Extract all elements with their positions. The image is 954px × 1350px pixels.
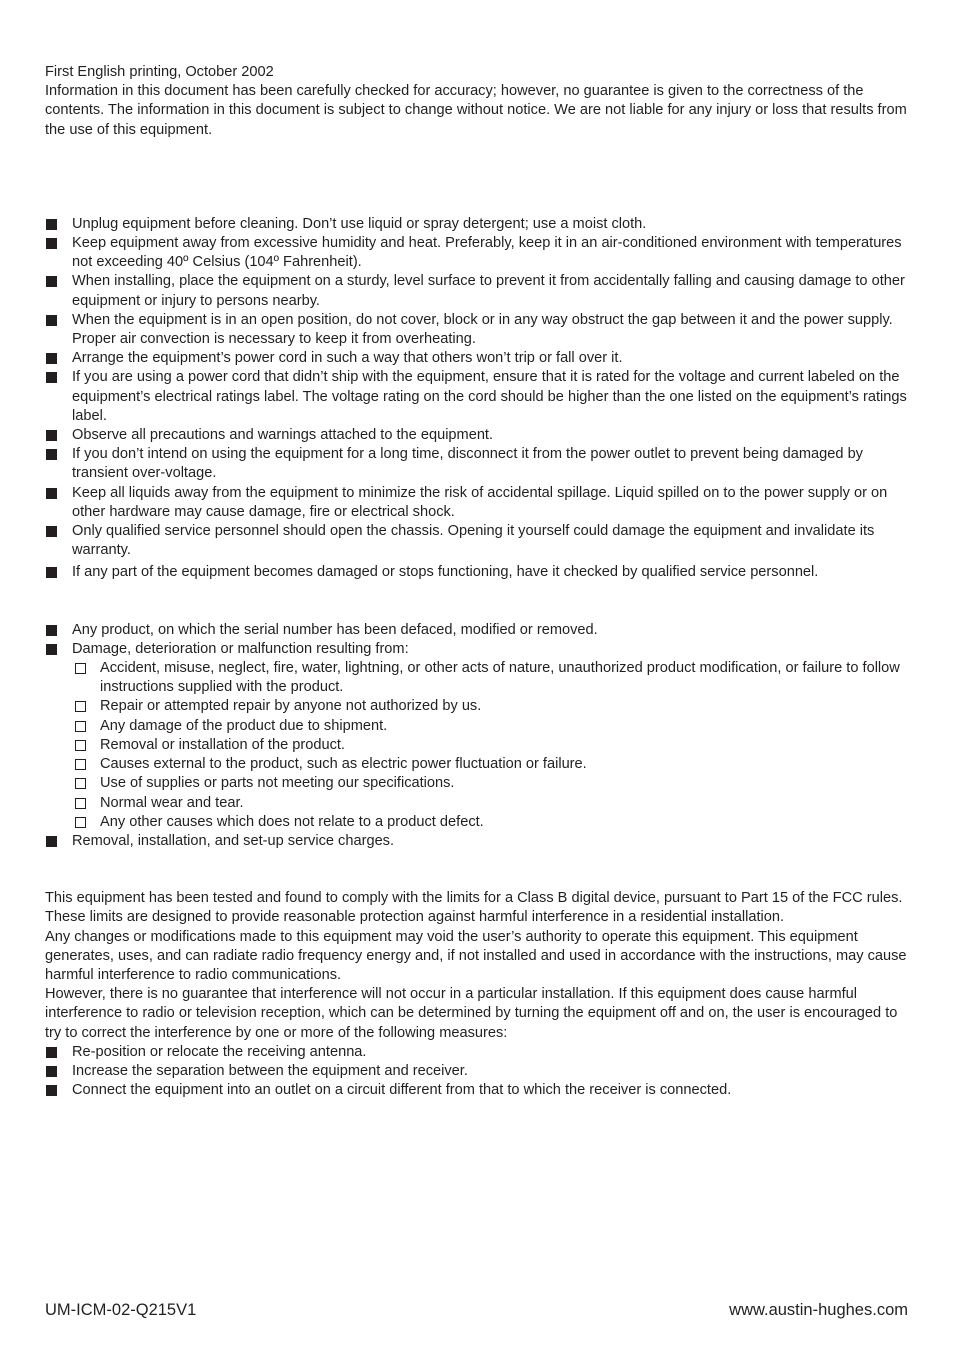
safety-item: If any part of the equipment becomes damaged or stops functioning, have it checked by qualified service personnel. bbox=[45, 563, 909, 582]
safety-item: Only qualified service personnel should open the chassis. Opening it yourself could damage the equipment and invalidate its warranty. bbox=[45, 522, 909, 560]
safety-item: When installing, place the equipment on a sturdy, level surface to prevent it from accidentally falling and causing damage to other equipment or injury to persons nearby. bbox=[45, 272, 909, 310]
fcc-measure: Increase the separation between the equipment and receiver. bbox=[45, 1062, 909, 1081]
fcc-measures-list bbox=[45, 1043, 909, 1101]
fcc-section bbox=[45, 889, 909, 1100]
fcc-paragraph: This equipment has been tested and found to comply with the limits for a Class B digital device, pursuant to Part 15 of the FCC rules. These limits are designed to provide reasonable protection against harmful interference in a residential installation. bbox=[45, 890, 903, 926]
safety-item: Keep equipment away from excessive humidity and heat. Preferably, keep it in an air-conditioned environment with temperatures not exceeding 40º Celsius (104º Fahrenheit). bbox=[45, 234, 909, 272]
fcc-measure: Connect the equipment into an outlet on a circuit different from that to which the receiver is connected. bbox=[45, 1081, 909, 1100]
page-footer bbox=[45, 1300, 908, 1320]
safety-item: Arrange the equipment’s power cord in such a way that others won’t trip or fall over it. bbox=[45, 349, 909, 368]
safety-item: If you are using a power cord that didn’t ship with the equipment, ensure that it is rated for the voltage and current labeled on the equipment’s electrical ratings label. The voltage rating on the cord should be higher than the one listed on the equipment’s ratings label. bbox=[45, 368, 909, 426]
warranty-item-charges: Removal, installation, and set-up service charges. bbox=[45, 832, 909, 851]
website-url: www.austin-hughes.com bbox=[729, 1301, 908, 1319]
warranty-subitem: Accident, misuse, neglect, fire, water, lightning, or other acts of nature, unauthorized product modification, or failure to follow instructions supplied with the product. bbox=[45, 659, 909, 697]
fcc-paragraph: Any changes or modifications made to this equipment may void the user’s authority to operate this equipment. This equipment generates, uses, and can radiate radio frequency energy and, if not installed and used in accordance with the instructions, may cause harmful interference to radio communications. bbox=[45, 928, 907, 983]
warranty-subitem: Any damage of the product due to shipment. bbox=[45, 717, 909, 736]
warranty-subitem: Removal or installation of the product. bbox=[45, 736, 909, 755]
document-page bbox=[45, 63, 909, 1100]
warranty-subitem: Normal wear and tear. bbox=[45, 794, 909, 813]
safety-list bbox=[45, 215, 909, 583]
warranty-subitem: Causes external to the product, such as electric power fluctuation or failure. bbox=[45, 755, 909, 774]
document-code: UM-ICM-02-Q215V1 bbox=[45, 1301, 197, 1319]
intro-section bbox=[45, 63, 909, 140]
warranty-item-serial: Any product, on which the serial number has been defaced, modified or removed. bbox=[45, 621, 909, 640]
warranty-subitem: Any other causes which does not relate to a product defect. bbox=[45, 813, 909, 832]
safety-item: When the equipment is in an open position, do not cover, block or in any way obstruct the gap between it and the power supply. Proper air convection is necessary to keep it from overheating. bbox=[45, 311, 909, 349]
safety-item: Observe all precautions and warnings attached to the equipment. bbox=[45, 426, 909, 445]
fcc-paragraph: However, there is no guarantee that interference will not occur in a particular installation. If this equipment does cause harmful interference to radio or television reception, which can be determined by turning the equipment off and on, the user is encouraged to try to correct the interference by one or more of the following measures: bbox=[45, 986, 898, 1041]
warranty-exclusions-list bbox=[45, 621, 909, 851]
safety-item: Keep all liquids away from the equipment to minimize the risk of accidental spillage. Liquid spilled on to the power supply or on other hardware may cause damage, fire or electrical shock. bbox=[45, 484, 909, 522]
safety-item: If you don’t intend on using the equipment for a long time, disconnect it from the power outlet to prevent being damaged by transient over-voltage. bbox=[45, 445, 909, 483]
safety-item: Unplug equipment before cleaning. Don’t use liquid or spray detergent; use a moist cloth. bbox=[45, 215, 909, 234]
disclaimer-text: Information in this document has been carefully checked for accuracy; however, no guarantee is given to the correctness of the contents. The information in this document is subject to change without notice. We are not liable for any injury or loss that results from the use of this equipment. bbox=[45, 83, 907, 138]
printing-note: First English printing, October 2002 bbox=[45, 64, 274, 80]
warranty-subitem: Use of supplies or parts not meeting our specifications. bbox=[45, 774, 909, 793]
fcc-measure: Re-position or relocate the receiving antenna. bbox=[45, 1043, 909, 1062]
warranty-subitem: Repair or attempted repair by anyone not authorized by us. bbox=[45, 697, 909, 716]
warranty-item-damage: Damage, deterioration or malfunction resulting from: bbox=[45, 640, 909, 659]
